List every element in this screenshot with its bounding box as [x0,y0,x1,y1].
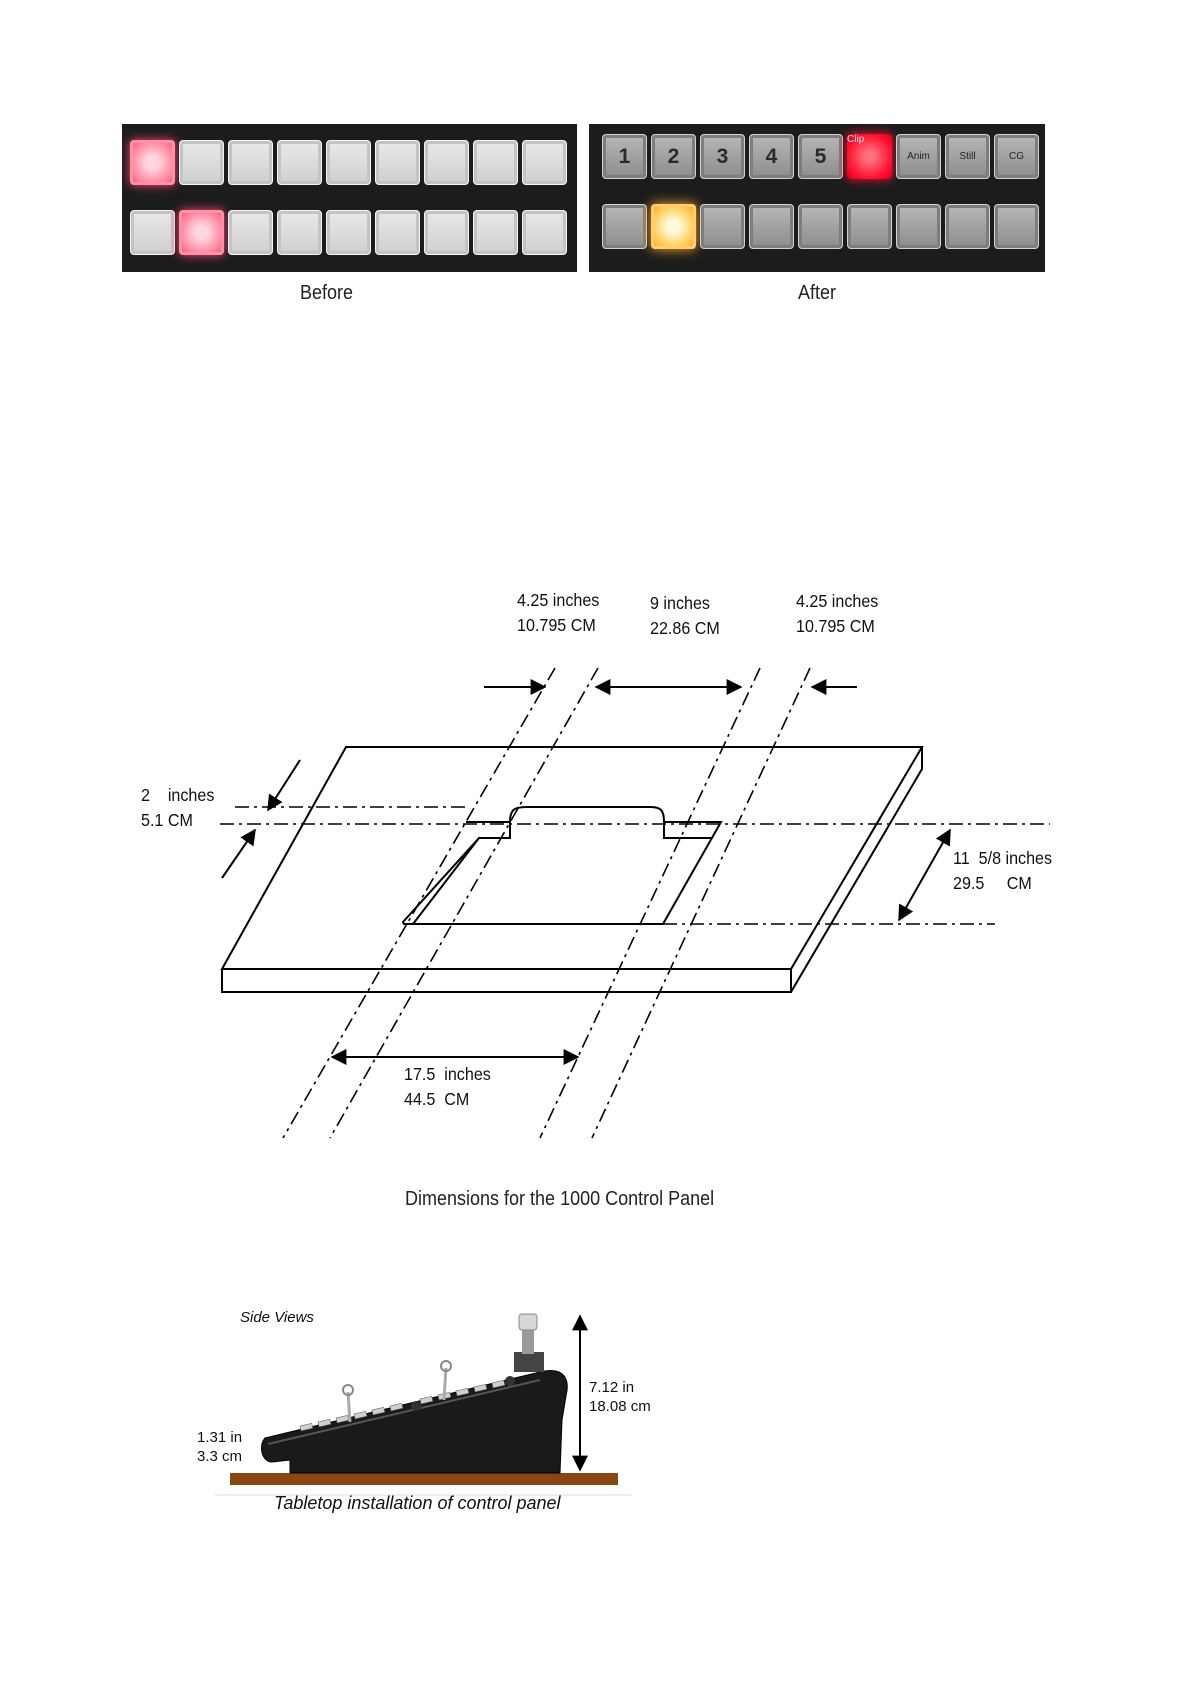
lit-amber-button [651,204,696,249]
label-left-offset: 4.25 inches 10.795 CM [517,590,600,635]
panel-button [749,204,794,249]
button-2: 2 [651,134,696,179]
console-body [261,1371,567,1473]
arrow-cutout-depth [899,830,950,920]
panel-button [424,210,469,255]
fader-handle [348,1392,350,1422]
button-1: 1 [602,134,647,179]
panel-button [326,140,371,185]
knob [411,1401,421,1411]
joystick-top [519,1314,537,1330]
arrow-depth-bottom [222,830,255,878]
label-cutout-depth: 11 5/8 inches 29.5 CM [953,848,1053,893]
panel-button [277,210,322,255]
before-bottom-row [130,210,567,255]
panel-button [700,204,745,249]
panel-button [522,210,567,255]
board-front-edge [222,969,791,992]
fader-handle [444,1368,446,1400]
label-depth-top: 2 inches 5.1 CM [141,785,215,830]
panel-button [473,140,518,185]
label-center: 9 inches 22.86 CM [650,593,720,638]
button-4: 4 [749,134,794,179]
board-outline [222,747,922,969]
guide-line [592,668,810,1138]
panel-button [945,204,990,249]
button-clip-lit: Clip [847,134,892,179]
panel-button [798,204,843,249]
button-anim: Anim [896,134,941,179]
guide-line [540,668,760,1138]
panel-button [994,204,1039,249]
side-view-title: Side Views [240,1309,314,1326]
panel-button [602,204,647,249]
panel-button [130,210,175,255]
joystick-stem [522,1328,534,1354]
knob [505,1376,515,1386]
arrow-depth-top [268,760,300,810]
button-cg: CG [994,134,1039,179]
after-panel-image [589,124,1045,272]
panel-button [375,140,420,185]
panel-button [228,140,273,185]
before-top-row [130,140,567,185]
joystick-base [514,1352,544,1372]
panel-button [326,210,371,255]
panel-button [179,140,224,185]
panel-button [424,140,469,185]
panel-button [228,210,273,255]
lit-red-button [179,210,224,255]
height-label: 7.12 in 18.08 cm [589,1379,651,1415]
before-caption: Before [300,282,354,304]
after-top-row [602,134,1039,179]
before-panel-image [122,124,577,272]
panel-button [896,204,941,249]
dimensions-caption: Dimensions for the 1000 Control Panel [405,1188,715,1210]
after-caption: After [798,282,837,304]
lit-red-button [130,140,175,185]
front-height-label: 1.31 in 3.3 cm [197,1429,243,1465]
label-right-offset: 4.25 inches 10.795 CM [796,591,879,636]
side-view-caption: Tabletop installation of control panel [274,1493,561,1513]
cutout-tab [510,807,664,822]
button-3: 3 [700,134,745,179]
button-5: 5 [798,134,843,179]
panel-button [277,140,322,185]
panel-button [473,210,518,255]
panel-button [847,204,892,249]
button-still: Still [945,134,990,179]
after-bottom-row [602,204,1039,249]
label-width: 17.5 inches 44.5 CM [404,1064,491,1109]
cutout-outline [403,822,721,924]
panel-button [375,210,420,255]
board-side-edge [791,747,922,992]
panel-button [522,140,567,185]
tabletop [230,1473,618,1485]
